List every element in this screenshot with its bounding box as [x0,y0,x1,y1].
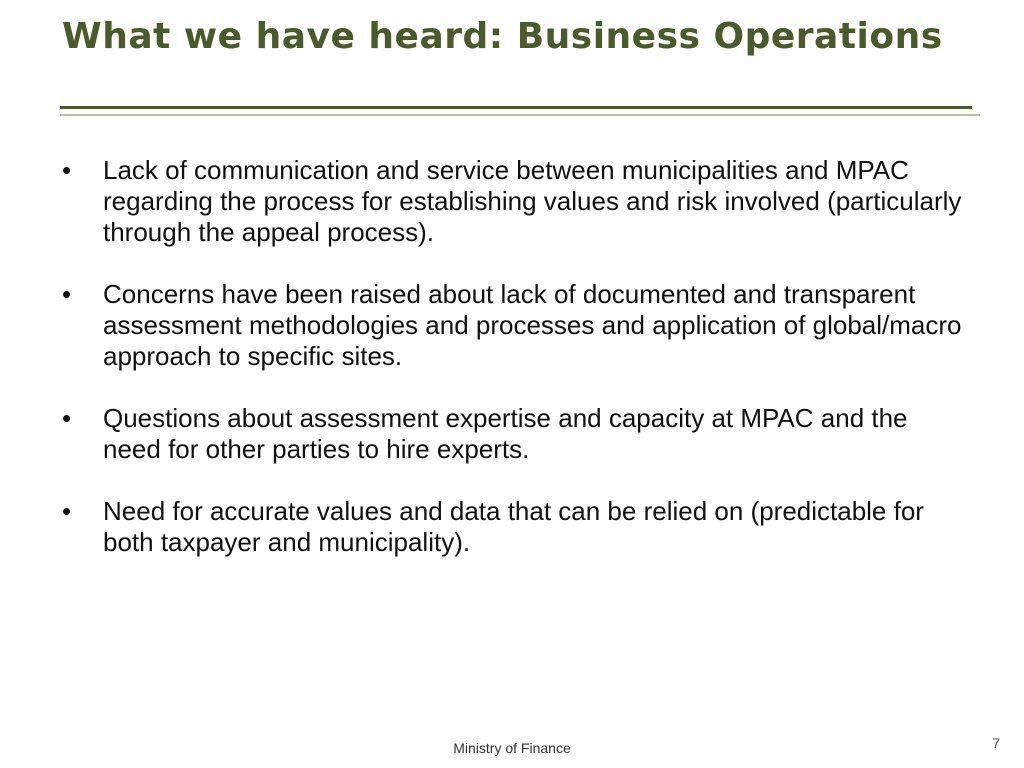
bullet-icon: • [62,155,72,185]
page-number: 7 [992,735,1000,751]
bullet-text: Concerns have been raised about lack of documented and transparent assessment methodologies and processes and application of global/macro approach to specific sites. [103,279,962,371]
bullet-icon: • [62,279,72,309]
bullet-item [62,496,972,558]
bullet-icon: • [62,496,72,526]
title-divider-dark [60,106,972,109]
bullet-icon: • [62,403,72,433]
bullet-item [62,403,972,465]
bullet-text: Questions about assessment expertise and capacity at MPAC and the need for other parties to hire experts. [103,403,908,464]
footer-ministry: Ministry of Finance [453,740,571,756]
slide-title: What we have heard: Business Operations [62,16,943,57]
bullet-list [62,155,972,589]
bullet-text: Need for accurate values and data that can be relied on (predictable for both taxpayer and municipality). [103,496,924,557]
bullet-item [62,155,972,248]
title-divider-light [60,114,980,116]
bullet-item [62,279,972,372]
bullet-text: Lack of communication and service between municipalities and MPAC regarding the process for establishing values and risk involved (particularly through the appeal process). [103,155,962,247]
